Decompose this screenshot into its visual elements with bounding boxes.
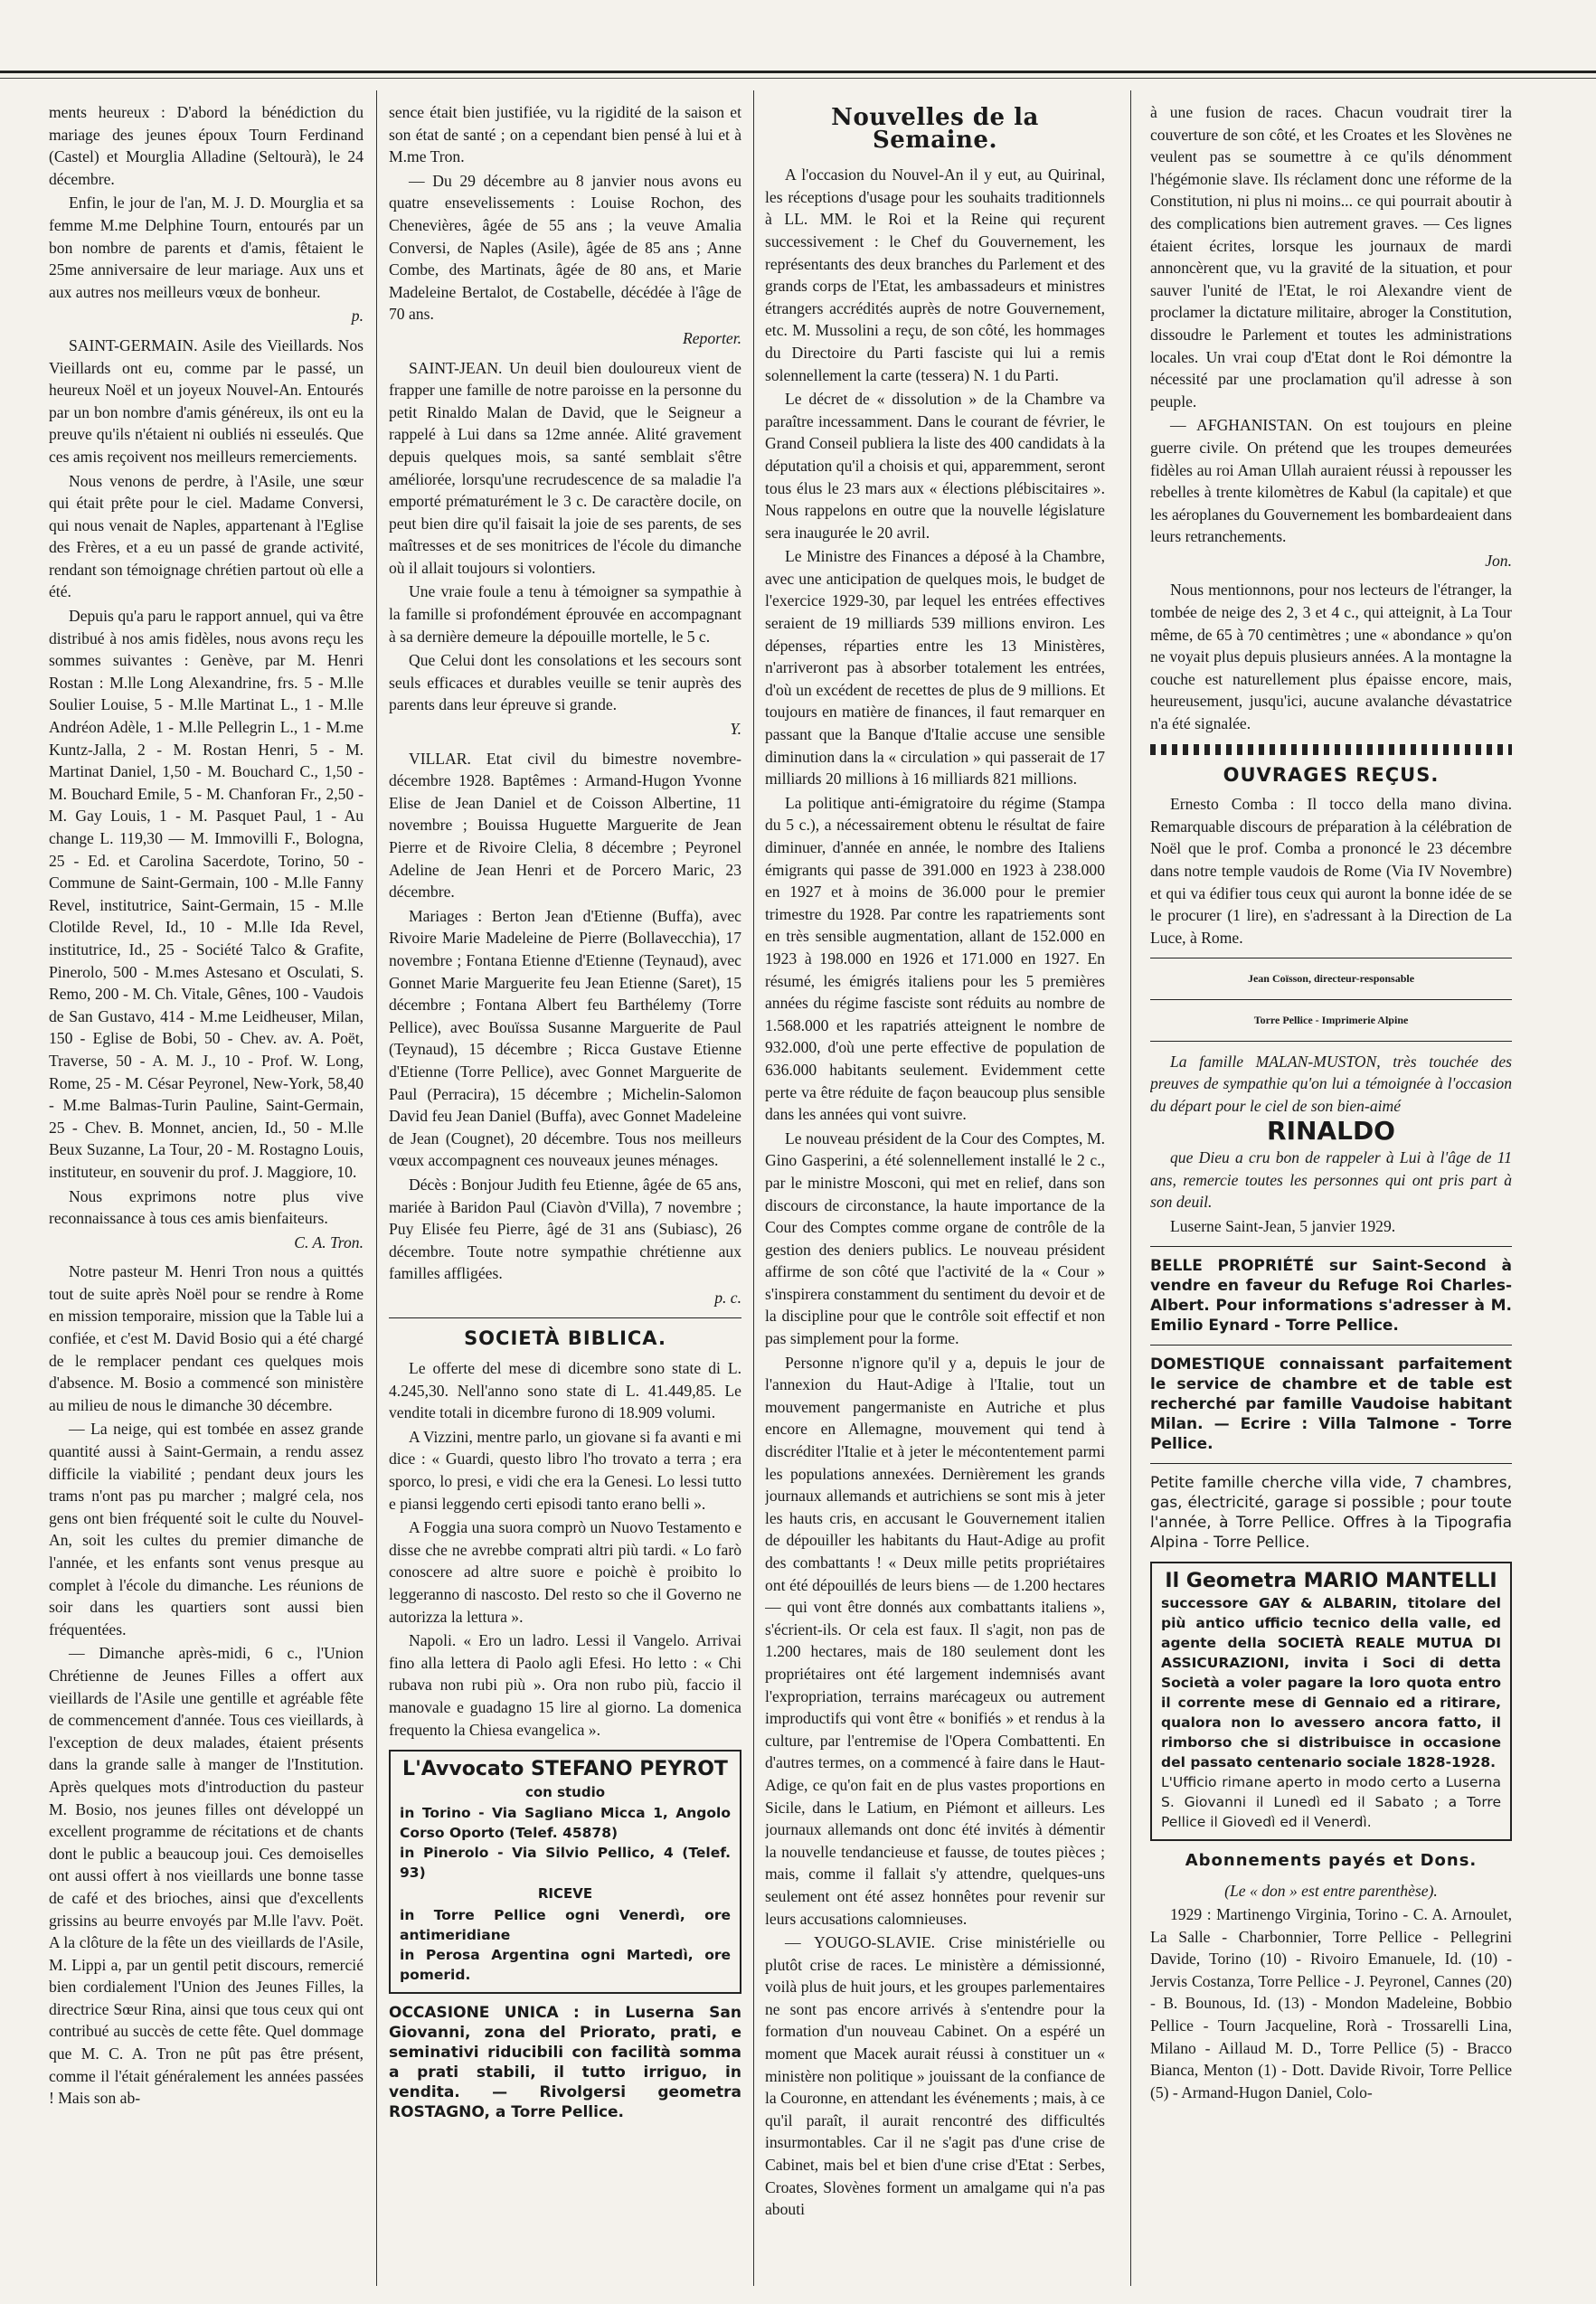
- paragraph: La politique anti-émigratoire du régime (Stampa du 5 c.), a nécessairement obtenu le résultat de faire diminuer, d'année en année, le nombre des Italiens émigrants qui passe de 391.000 en 1923 à 238.000 en 1927 et à moins de 36.000 pour le premier trimestre du 1928. Par contre les rapatriements sont en très sensible augmentation, allant de 152.000 en 1923 à 198.000 en 1926 et 171.000 en 1927. En résumé, les émigrés italiens pour les 5 premières années du régime fasciste sont réduits au nombre de 1.568.000 et les rapatriés atteignent le nombre de 932.000, d'où une perte effective de population de 636.000 habitants seulement. Evidemment cette perte va être réduite de façon beaucoup plus sensible dans les années qui vont suivre.: [765, 793, 1105, 1124]
- divider: [1150, 1345, 1512, 1346]
- signature: Y.: [730, 720, 741, 739]
- section-title-nouvelles: Nouvelles de la Semaine.: [831, 104, 1039, 154]
- column-2: [389, 101, 741, 2286]
- thanks-notice: que Dieu a cru bon de rappeler à Lui à l'âge de 11 ans, remercie toutes les personnes qui ont pris part à son deuil.: [1150, 1147, 1512, 1212]
- paragraph: à une fusion de races. Chacun voudrait tirer la couverture de son côté, et les Croates et les Slovènes ne veulent pas se soumettre à ce qu'ils dénomment l'hégémonie slave. Ils réclament donc une réforme de la Constitution, ni plus ni moins... ce qui pourrait aboutir à des complications bien autrement graves. — Ces lignes étaient écrites, lorsque les journaux de mardi annoncèrent que, vu la gravité de la situation, et pour sauver l'unité de l'Etat, le roi Alexandre vient de proclamer la dictature militaire, abroger la Constitution, dissoudre le Parlement et toutes les administrations locales. Un vrai coup d'Etat dont le Roi démontre la nécessité par une proclamation qu'il adresse à son peuple.: [1150, 103, 1512, 411]
- paragraph: A l'occasion du Nouvel-An il y eut, au Quirinal, les réceptions d'usage pour les souhaits traditionnels à LL. MM. le Roi et la Reine qui reçurent successivement : le Chef du Gouvernement, les représentants des deux branches du Parlement et des grands corps de l'Etat, les ambassadeurs et ministres étrangers accrédités auprès de notre Gouvernement, etc. M. Mussolini a reçu, de son côté, les hommages du Directoire du Parti fasciste qui lui a remis solennellement la carte (tessera) N. 1 du Parti.: [765, 165, 1105, 384]
- ad-subtitle: con studio: [524, 1783, 606, 1800]
- paragraph: Ernesto Comba : Il tocco della mano divina. Remarquable discours de préparation à la célébration de Noël que le prof. Comba a prononcé le 23 décembre dans notre temple vaudois de Rome (Via IV Novembre) et qui va édifier tous ceux qui auront la bonne idée de se le procurer (1 lire), en s'adressant à la Direction de La Luce, à Rome.: [1150, 795, 1512, 947]
- ad-title: L'Avvocato STEFANO PEYROT: [402, 1758, 728, 1781]
- column-4: [1150, 101, 1512, 2286]
- thanks-notice: La famille MALAN-MUSTON, très touchée des preuves de sympathie qu'on lui a témoignée à l'occasion du départ pour le ciel de son bien-aimé: [1150, 1052, 1512, 1115]
- column-divider: [376, 90, 377, 2286]
- paragraph: Mariages : Berton Jean d'Etienne (Buffa), avec Rivoire Marie Madeleine de Pierre (Bollavecchia), 17 novembre ; Fontana Etienne d'Etienne (Teynaud), avec Gonnet Marie Marguerite feu Jean Etienne (Saret), 15 décembre ; Fontana Albert feu Barthélemy (Torre Pellice), avec Bouïssa Susanne Marguerite de Paul (Teynaud), 15 décembre ; Ricca Gustave Etienne d'Etienne (Torre Pellice), avec Gonnet Marguerite de Paul (Perracira), 15 décembre ; Michelin-Salomon David feu Jean Daniel (Buffa), avec Gonnet Madeleine de Jean (Cougnet), 20 décembre. Tous nos meilleurs vœux accompagnent ces nouveaux jeunes ménages.: [389, 906, 741, 1170]
- paragraph: A Foggia una suora comprò un Nuovo Testamento e disse che ne avrebbe comprati altri più tardi. « Lo farò conoscere ad altre suore e poichè è proibito lo leggeranno di nascosto. Del resto so che il Governo ne autorizza la lettura ».: [389, 1518, 741, 1626]
- thanks-date: Luserne Saint-Jean, 5 janvier 1929.: [1170, 1216, 1396, 1235]
- paragraph: Décès : Bonjour Judith feu Etienne, âgée de 65 ans, mariée à Baridon Paul (Ciavòn d'Villa), 7 novembre ; Puy Elisée feu Pierre, âgé de 31 ans (Subiasc), 26 décembre. Toute notre sympathie chrétienne aux familles affligées.: [389, 1175, 741, 1283]
- top-rule: [0, 71, 1596, 73]
- ad-petite-famille: Petite famille cherche villa vide, 7 chambres, gas, électricité, garage si possible ; pour toute l'année, à Torre Pellice. Offres à la Tipografia Alpina - Torre Pellice.: [1150, 1474, 1512, 1553]
- paragraph: — La neige, qui est tombée en assez grande quantité aussi à Saint-Germain, a rendu assez difficile la viabilité ; pendant deux jours les trams n'ont pas pu marcher ; malgré cela, nos gens ont bien fréquenté soit le culte du Nouvel-An, soit les cultes du premier dimanche de l'année, et les enfants sont venus presque au complet à l'école du dimanche. Les réunions de soir dans les quartiers sont aussi bien fréquentées.: [49, 1420, 364, 1638]
- ad-occasione: OCCASIONE UNICA : in Luserna San Giovanni, zona del Priorato, prati, e seminativi riducibili con facilità somma a prati stabili, il tutto irriguo, in vendita. — Rivolgersi geometra ROSTAGNO, a Torre Pellice.: [389, 2003, 741, 2121]
- signature: p.: [351, 307, 364, 326]
- ad-line: in Pinerolo - Via Silvio Pellico, 4 (Telef. 93): [400, 1845, 731, 1882]
- paragraph: Une vraie foule a tenu à témoigner sa sympathie à la famille si profondément éprouvée en accompagnant à sa dernière demeure la dépouille mortelle, le 5 c.: [389, 582, 741, 646]
- ad-belle-propriete: BELLE PROPRIÉTÉ sur Saint-Second à vendre en faveur du Refuge Roi Charles-Albert. Pour informations s'adresser à M. Emilio Eynard - Torre Pellice.: [1150, 1257, 1512, 1336]
- paragraph: — AFGHANISTAN. On est toujours en pleine guerre civile. On prétend que les troupes demeurées fidèles au roi Aman Ullah auraient réussi à repousser les rebelles à trente kilomètres de Kabul (la capitale) et que les aéroplanes du Gouvernement les bombardeaient dans leurs retranchements.: [1150, 416, 1512, 546]
- imprint: Jean Coïsson, directeur-responsable: [1247, 972, 1415, 986]
- paragraph: — YOUGO-SLAVIE. Crise ministérielle ou plutôt crise de races. Le ministère a démissionné, voilà plus de huit jours, et les groupes parlementaires ne sont pas encore arrivés à s'entendre pour la formation d'un nouveau Cabinet. On a espéré un moment que Macek aurait réussi à constituer un « ministère non politique » jouissant de la confiance de la Couronne, en attendant les événements ; mais, à ce qu'il paraît, il aurait rencontré des difficultés insurmontables. Car il ne s'agit pas d'une crise de Cabinet, mais bel et bien d'une crise d'Etat : Serbes, Croates, Slovènes forment un amalgame qui n'a pas abouti: [765, 1933, 1105, 2219]
- column-divider: [1130, 90, 1131, 2286]
- ad-peyrot: [389, 1750, 741, 1994]
- paragraph: Que Celui dont les consolations et les secours sont seuls efficaces et durables veuille se tenir auprès des parents dans leur épreuve si grande.: [389, 651, 741, 714]
- thanks-name: RINALDO: [1267, 1116, 1395, 1147]
- paragraph: Le offerte del mese di dicembre sono state di L. 4.245,30. Nell'anno sono state di L. 41.449,85. Le vendite totali in dicembre furono di 18.909 volumi.: [389, 1359, 741, 1422]
- signature: p. c.: [714, 1288, 741, 1307]
- section-title-biblica: SOCIETÀ BIBLICA.: [464, 1327, 666, 1350]
- divider: [1150, 1246, 1512, 1247]
- note: (Le « don » est entre parenthèse).: [1224, 1881, 1438, 1900]
- paragraph: VILLAR. Etat civil du bimestre novembre-décembre 1928. Baptêmes : Armand-Hugon Yvonne Elise de Jean Daniel et de Coisson Albertine, 11 novembre ; Bouissa Huguette Marguerite de Jean Pierre et de Rivoire Clelia, 8 décembre ; Peyronel Adeline de Jean Henri et de Porcero Maric, 23 décembre.: [389, 749, 741, 902]
- signature: C. A. Tron.: [294, 1232, 364, 1251]
- imprint: Torre Pellice - Imprimerie Alpine: [1253, 1013, 1409, 1026]
- paragraph: Le décret de « dissolution » de la Chambre va paraître incessamment. Dans le courant de février, le Grand Conseil publiera la liste des 400 candidats à la députation qu'il a choisis et qui, apparemment, seront tous élus le 23 mars aux « élections plébiscitaires ». Nous rappelons en outre que la nouvelle législature sera inaugurée le 20 avril.: [765, 390, 1105, 542]
- ad-line: successore GAY & ALBARIN, titolare del più antico ufficio tecnico della valle, ed agente della SOCIETÀ REALE MUTUA DI ASSICURAZIONI, invita i Soci di detta Società a voler pagare la loro quota entro il corrente mese di Gennaio ed a ritirare, qualora non lo avessero ancora fatto, il rimborso che si distribuisce in occasione del passato centenario sociale 1828-1928.: [1161, 1594, 1501, 1770]
- paragraph: — Dimanche après-midi, 6 c., l'Union Chrétienne de Jeunes Filles a offert aux vieillards de l'Asile une gentille et agréable fête de commencement d'année. Tous ces vieillards, à l'exception de deux malades, étaient présents dans la grande salle à manger de l'Institution. Après quelques mots d'introduction du pasteur M. Bosio, nos jeunes filles ont développé un excellent programme de récitations et de chants dont le public a beaucoup joui. Ces demoiselles ont aussi offert à nos vieillards une bonne tasse de café et des brioches, ainsi que d'excellents grissins au beurre envoyés par M.lle l'avv. Poët. A la clôture de la fête un des vieillards de l'Asile, M. Lippi a, par un gentil petit discours, remercié bien cordialement l'Union des Jeunes Filles, la directrice Sœur Rina, ainsi que tous ceux qui ont contribué au succès de cette fête. Quel dommage que M. C. A. Tron ne pût pas être présent, comme il l'était généralement les années passées ! Mais son ab-: [49, 1644, 364, 2108]
- top-rule-thin: [0, 78, 1596, 79]
- paragraph: — Du 29 décembre au 8 janvier nous avons eu quatre ensevelissements : Louise Rochon, des Chenevières, âgée de 55 ans ; la veuve Amalia Conversi, de Naples (Asile), âgée de 85 ans ; Anne Combe, des Martinats, âgée de 80 ans, et Marie Madeleine Bertalot, de Costabelle, décédée à l'âge de 70 ans.: [389, 171, 741, 324]
- ad-line: in Torre Pellice ogni Venerdì, ore antimeridiane: [400, 1906, 731, 1943]
- divider: [1150, 999, 1512, 1000]
- paragraph: Notre pasteur M. Henri Tron nous a quittés tout de suite après Noël pour se rendre à Rome en mission temporaire, mission que la Table lui a confiée, et c'est M. David Bosio qui a été chargé de le remplacer pendant ces quelques mois d'absence. M. Bosio a commencé son ministère au milieu de nous le dimanche 30 décembre.: [49, 1262, 364, 1414]
- column-3: [765, 101, 1105, 2286]
- ad-line: L'Ufficio rimane aperto in modo certo a Luserna S. Giovanni il Lunedì ed il Sabato ; a Torre Pellice il Giovedì ed il Venerdì.: [1161, 1773, 1501, 1830]
- ad-line: in Perosa Argentina ogni Martedì, ore pomerid.: [400, 1946, 731, 1983]
- divider: [389, 1317, 741, 1318]
- section-title-ouvrages: OUVRAGES REÇUS.: [1223, 763, 1440, 786]
- paragraph: Enfin, le jour de l'an, M. J. D. Mourglia et sa femme M.me Delphine Tourn, entourés par un bon nombre de parents et d'amis, fêtaient le 25me anniversaire de leur mariage. Aux uns et aux autres nos meilleurs vœux de bonheur.: [49, 194, 364, 301]
- paragraph: Le nouveau président de la Cour des Comptes, M. Gino Gasperini, a été solennellement installé le 2 c., par le ministre Mosconi, qui met en relief, dans son discours de circonstance, la haute importance de la Cour des Comptes comme organe de contrôle de la gestion des deniers publics. Le nouveau président affirme de son côté que l'activité de la « Cour » s'inspirera constamment du sentiment du devoir et de la discipline pour que le contrôle soit effectif et non pas simplement pour la forme.: [765, 1128, 1105, 1348]
- divider: [1150, 1463, 1512, 1464]
- ad-mantelli: [1150, 1562, 1512, 1841]
- divider: [1150, 1041, 1512, 1042]
- paragraph: Nous venons de perdre, à l'Asile, une sœur qui était prête pour le ciel. Madame Conversi, qui nous venait de Naples, appartenant à l'Eglise des Frères, et a eu un passé de grande activité, rendant son témoignage chrétien partout où elle a été.: [49, 471, 364, 601]
- ad-line: in Torino - Via Sagliano Micca 1, Angolo Corso Oporto (Telef. 45878): [400, 1805, 731, 1842]
- paragraph: Depuis qu'a paru le rapport annuel, qui va être distribué à nos amis fidèles, nous avons reçu les sommes suivantes : Genève, par M. Henri Rostan : M.lle Long Alexandrine, frs. 5 - M.lle Soulier Louise, 5 - M.lle Martinat L., 1 - M.lle Andréon Adèle, 1 - M.lle Pellegrin L., 1 - M.me Kuntz-Jalla, 2 - M. Rostan Henri, 5 - M. Martinat Daniel, 1,50 - M. Bouchard C., 1,50 - M. Bouchard Emile, 5 - M. Chanforan Fr., 2,50 - M. Gay Louis, 1 - M. Pasquet Paul, 1 - Au change L. 119,30 — M. Immovilli F., Bologna, 25 - Ed. et Carolina Sacerdote, Torino, 50 - Commune de Saint-Germain, 100 - M.lle Fanny Revel, institutrice, Saint-Germain, 15 - M.lle Clotilde Revel, Id., 10 - M.lle Ida Revel, institutrice, Id., 25 - Société Talco & Grafite, Pinerolo, 500 - M.mes Astesano et Osculati, S. Remo, 200 - M. Ch. Vitale, Gênes, 100 - Vaudois de San Gustavo, 414 - M.me Leidheuser, Milan, 150 - Eglise de Bobi, 50 - Chev. av. A. Poët, Traverse, 50 - A. M. J., 10 - Prof. W. Long, Rome, 25 - M. César Peyronel, New-York, 58,40 - M.me Balmas-Turin Pauline, Saint-Germain, 25 - Chev. B. Monnet, ancien, Id., 50 - M.lle Beux Suzanne, La Tour, 20 - M. Rostagno Louis, instituteur, en souvenir du prof. J. Maggiore, 10.: [49, 607, 364, 1181]
- paragraph: sence était bien justifiée, vu la rigidité de la saison et son état de santé ; on a cependant bien pensé à lui et à M.me Tron.: [389, 103, 741, 166]
- paragraph: ments heureux : D'abord la bénédiction du mariage des jeunes époux Tourn Ferdinand (Castel) et Mourglia Alladine (Seltourà), le 24 décembre.: [49, 103, 364, 188]
- paragraph: Le Ministre des Finances a déposé à la Chambre, avec une anticipation de quelques mois, le budget de l'exercice 1929-30, par lequel les entrées effectives seraient de 19 milliards 539 millions environ. Les dépenses, réparties entre les 13 Ministères, n'arriveront pas à absorber totalement les entrées, d'où un excédent de recettes de plus de 9 millions. Et toujours en matière de finances, il faut remarquer en passant que la Banque d'Italie accuse une sensible diminution dans la « circulation » qui passerait de 17 milliards 20 millions à 16 milliards 821 millions.: [765, 547, 1105, 788]
- paragraph: Nous mentionnons, pour nos lecteurs de l'étranger, la tombée de neige des 2, 3 et 4 c., qui atteignit, à La Tour même, de 65 à 70 centimètres ; une « abondance » qu'on ne voyait plus depuis plusieurs années. A la montagne la couche est naturellement plus épaisse encore, mais, heureusement, jusqu'ici, aucune avalanche dévastatrice n'a été signalée.: [1150, 581, 1512, 733]
- ornament-divider: [1150, 744, 1512, 755]
- paragraph: Personne n'ignore qu'il y a, depuis le jour de l'annexion du Haut-Adige à l'Italie, tout un mouvement pangermaniste en Autriche et plus encore en Allemagne, mouvement qui tend à discréditer l'Italie et à jeter le mécontentement parmi les populations annexées. Dernièrement les grands journaux allemands et autrichiens se sont mis à jeter les hauts cris, en accusant le Gouvernement italien de dépouiller les habitants du Haut-Adige au profit des combattants ! « Deux mille petits propriétaires ont été dépouillés de leurs biens — de 1.200 hectares — qui vont être donnés aux combattants italiens », s'écrient-ils. Or cela est faux. Il s'agit, non pas de 1.200 hectares, mais de 180 seulement dont les propriétaires ont été largement indemnisés avant l'expropriation, terrains marécageux ou autrement improductifs qui vont être « bonifiés » et rendus à la culture, par l'entremise de l'Opera Combattenti. En d'autres termes, on a commencé à faire dans le Haut-Adige, ce qu'on fait en de plus vastes proportions en Sicile, dans le Latium, en Piémont et ailleurs. Les journaux allemands ont donc été invités à démentir la nouvelle tendancieuse et fausse, de toutes pièces ; mais, comme il fallait s'y attendre, quelques-uns seulement ont été assez honnêtes pour revenir sur leurs accusations calomnieuses.: [765, 1353, 1105, 1928]
- paragraph: 1929 : Martinengo Virginia, Torino - C. A. Arnoulet, La Salle - Charbonnier, Torre Pellice - Pellegrini Davide, Torino (10) - Rivoiro Emanuele, Id. (10) - Jervis Costanza, Torre Pellice - J. Peyronel, Cannes (20) - B. Bounous, Id. (13) - Mondon Madeleine, Bobbio Pellice - Tourn Jacqueline, Rorà - Trossarelli Lina, Milano - Aillaud M. D., Torre Pellice (5) - Bracco Bianca, Menton (1) - Dott. Davide Rivoir, Torre Pellice (5) - Armand-Hugon Daniel, Colo-: [1150, 1905, 1512, 2101]
- column-1: [49, 101, 364, 2286]
- ad-domestique: DOMESTIQUE connaissant parfaitement le service de chambre et de table est recherché par famille Vaudoise habitant Milan. — Ecrire : Villa Talmone - Torre Pellice.: [1150, 1355, 1512, 1454]
- signature: Jon.: [1485, 551, 1512, 570]
- ad-title: Il Geometra MARIO MANTELLI: [1165, 1570, 1497, 1593]
- ad-subtitle: RICEVE: [537, 1885, 593, 1903]
- paragraph: SAINT-GERMAIN. Asile des Vieillards. Nos Vieillards ont eu, comme par le passé, un heureux Noël et un joyeux Nouvel-An. Entourés par un bon nombre d'amis généreux, ils ont eu la preuve qu'ils n'étaient ni oubliés ni esseulés. Que ces amis reçoivent nos meilleurs remerciements.: [49, 335, 364, 466]
- signature: Reporter.: [683, 328, 741, 347]
- paragraph: SAINT-JEAN. Un deuil bien douloureux vient de frapper une famille de notre paroisse en la personne du petit Rinaldo Malan de David, que le Seigneur a rappelé à Lui dans sa 12me année. Alité gravement depuis quelques mois, sa santé semblait s'être améliorée, lorsqu'une recrudescence de sa maladie l'a emporté prématurément le 3 c. De caractère docile, on peut bien dire qu'il faisait la joie de ses parents, de ses maîtresses et de ses monitrices de l'école du dimanche où il allait toujours si volontiers.: [389, 358, 741, 577]
- paragraph: Napoli. « Ero un ladro. Lessi il Vangelo. Arrivai fino alla lettera di Paolo agli Efesi. Ho letto : « Chi rubava non rubi più ». Ora non rubo più, faccio il manovale e guadagno 15 lire al giorno. La domenica frequento la Chiesa evangelica ».: [389, 1631, 741, 1739]
- paragraph: A Vizzini, mentre parlo, un giovane si fa avanti e mi dice : « Guardi, questo libro l'ho trovato a terra ; era sporco, lo presi, e vidi che era la Genesi. Lo lessi tutto e piansi leggendo certi episodi tanto erano belli ».: [389, 1427, 741, 1513]
- section-title-abonnements: Abonnements payés et Dons.: [1185, 1850, 1478, 1870]
- paragraph: Nous exprimons notre plus vive reconnaissance à tous ces amis bienfaiteurs.: [49, 1186, 364, 1228]
- column-divider: [753, 90, 754, 2286]
